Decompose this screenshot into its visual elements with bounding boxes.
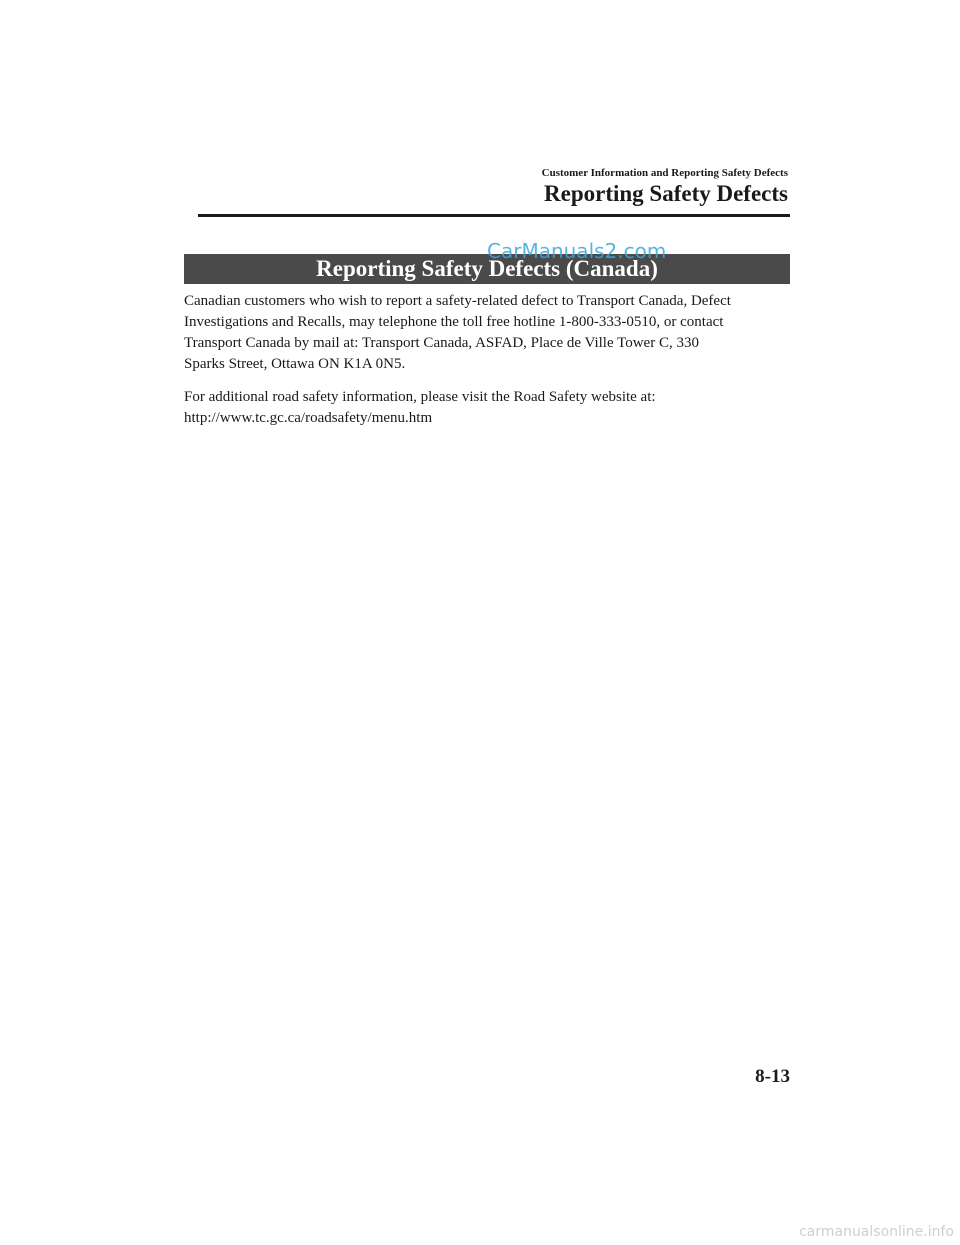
paragraph-line: Sparks Street, Ottawa ON K1A 0N5. [184,356,406,372]
section-banner-title: Reporting Safety Defects (Canada) [316,256,658,281]
paragraph-report-defect [184,291,790,375]
page-number: 8-13 [755,1066,790,1087]
section-title: Reporting Safety Defects [544,181,788,206]
header-divider [198,214,790,217]
watermark-carmanuals2: CarManuals2.com [487,239,667,263]
paragraph-road-safety [184,387,790,429]
road-safety-url: http://www.tc.gc.ca/roadsafety/menu.htm [184,410,433,426]
watermark-carmanualsonline: carmanualsonline.info [799,1224,954,1240]
paragraph-line: Transport Canada by mail at: Transport Canada, ASFAD, Place de Ville Tower C, 330 [184,335,699,351]
paragraph-line: For additional road safety information, please visit the Road Safety website at: [184,389,656,405]
chapter-title: Customer Information and Reporting Safety Defects [541,167,788,179]
paragraph-line: Investigations and Recalls, may telephone the toll free hotline 1-800-333-0510, or contact [184,314,724,330]
paragraph-line: Canadian customers who wish to report a safety-related defect to Transport Canada, Defect [184,293,731,309]
